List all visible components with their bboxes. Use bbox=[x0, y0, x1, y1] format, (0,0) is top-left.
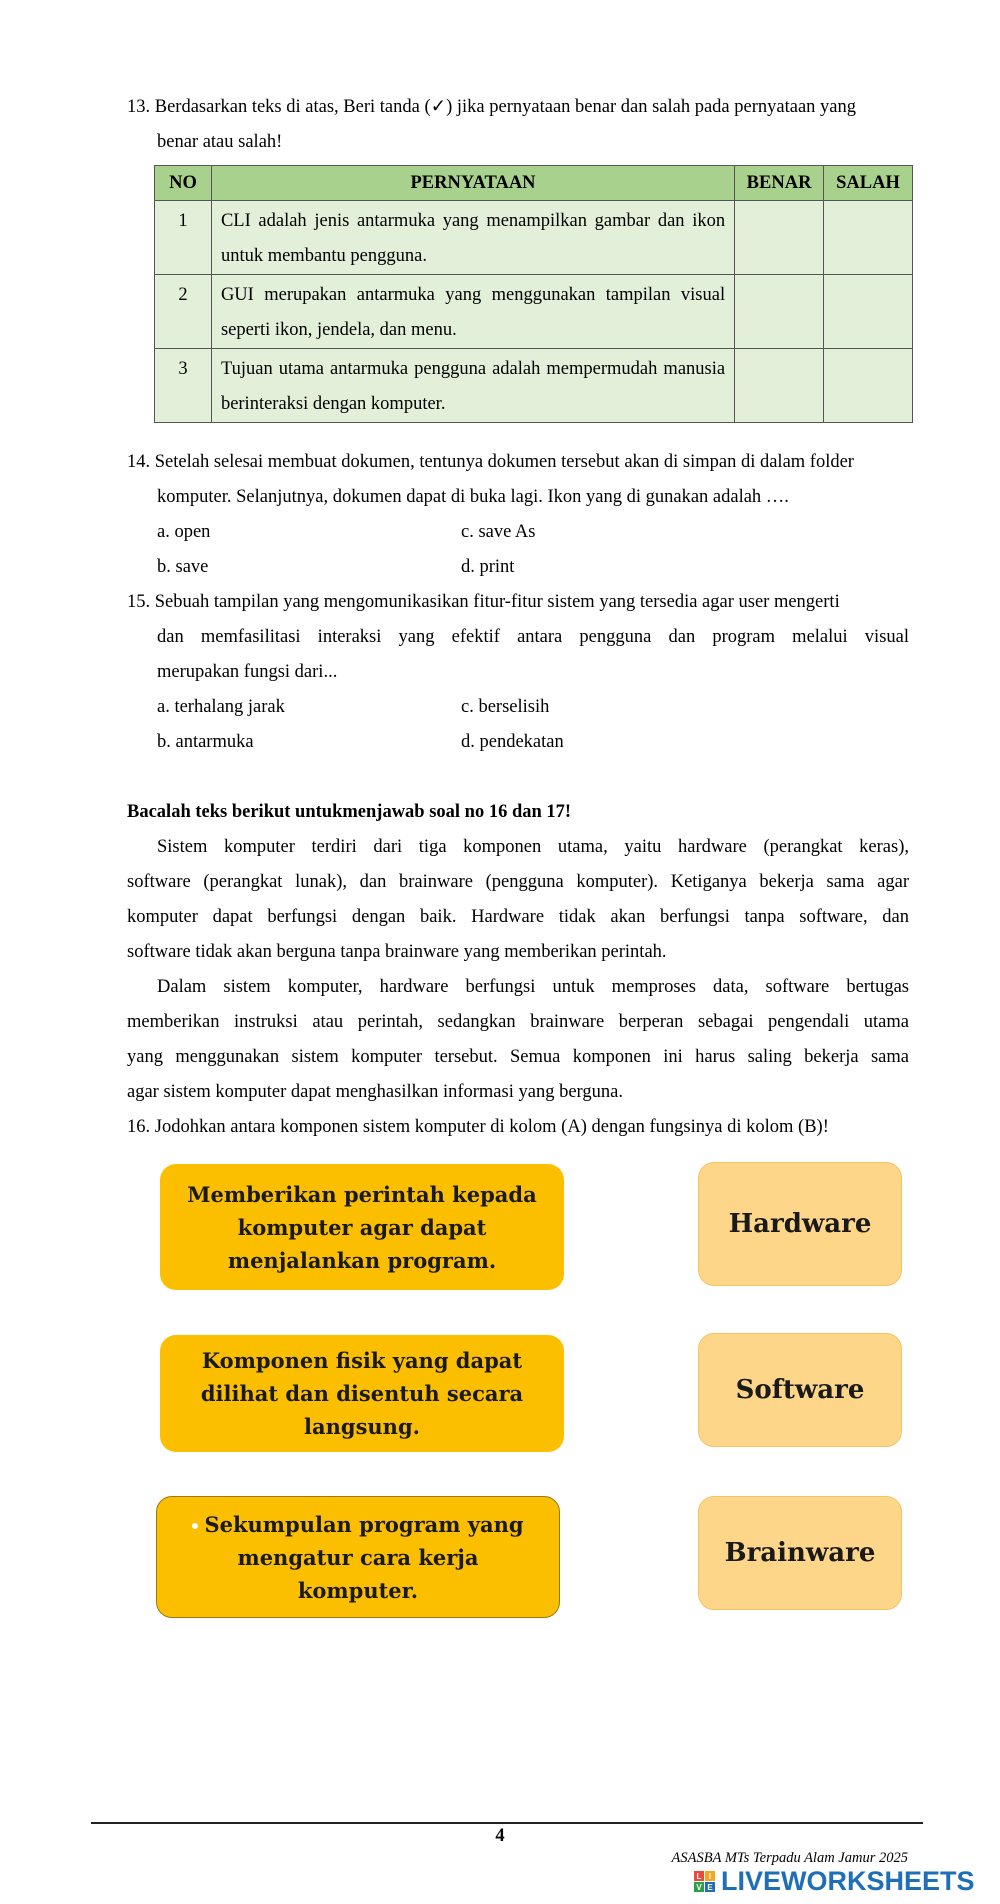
reading-p2-line-4: agar sistem komputer dapat menghasilkan informasi yang berguna. bbox=[127, 1082, 623, 1102]
salah-cell[interactable] bbox=[824, 201, 913, 275]
match-b-software[interactable]: Software bbox=[698, 1333, 902, 1447]
footer-divider bbox=[91, 1822, 923, 1824]
q15-line-1: 15. Sebuah tampilan yang mengomunikasikan fitur-fitur sistem yang tersedia agar user mengerti bbox=[127, 592, 840, 612]
q13-line-2: benar atau salah! bbox=[157, 132, 283, 152]
page-number: 4 bbox=[495, 1826, 505, 1846]
q15-option-c[interactable]: c. berselisih bbox=[461, 697, 550, 717]
benar-cell[interactable] bbox=[735, 201, 824, 275]
live-grid-icon bbox=[694, 1871, 715, 1892]
reading-p1-line-2: software (perangkat lunak), dan brainware (pengguna komputer). Ketiganya bekerja sama agar bbox=[127, 872, 909, 892]
bullet-dot-icon bbox=[192, 1523, 198, 1529]
salah-cell[interactable] bbox=[824, 275, 913, 349]
header-no: NO bbox=[155, 166, 212, 201]
reading-p2-line-3: yang menggunakan sistem komputer tersebut. Semua komponen ini harus saling bekerja sama bbox=[127, 1047, 909, 1067]
q15-option-d[interactable]: d. pendekatan bbox=[461, 732, 564, 752]
benar-cell[interactable] bbox=[735, 349, 824, 423]
q14-option-d[interactable]: d. print bbox=[461, 557, 515, 577]
reading-p2-line-2: memberikan instruksi atau perintah, sedangkan brainware berperan sebagai pengendali utama bbox=[127, 1012, 909, 1032]
q14-option-b[interactable]: b. save bbox=[157, 557, 209, 577]
match-a-text: Memberikan perintah kepada komputer agar dapat menjalankan program. bbox=[187, 1181, 537, 1273]
row-number: 3 bbox=[155, 349, 212, 423]
match-a-text-body: Sekumpulan program yang mengatur cara kerja komputer. bbox=[204, 1511, 524, 1603]
row-number: 2 bbox=[155, 275, 212, 349]
logo-wordmark: LIVEWORKSHEETS bbox=[721, 1866, 975, 1896]
logo-letter-l: L bbox=[694, 1871, 704, 1881]
header-salah: SALAH bbox=[824, 166, 913, 201]
q15-option-b[interactable]: b. antarmuka bbox=[157, 732, 254, 752]
q14-option-c[interactable]: c. save As bbox=[461, 522, 536, 542]
q16-prompt: 16. Jodohkan antara komponen sistem komputer di kolom (A) dengan fungsinya di kolom (B)! bbox=[127, 1117, 829, 1137]
row-statement: Tujuan utama antarmuka pengguna adalah mempermudah manusia berinteraksi dengan komputer. bbox=[211, 349, 734, 423]
benar-cell[interactable] bbox=[735, 275, 824, 349]
match-a-item-2[interactable] bbox=[160, 1335, 564, 1452]
q15-option-a[interactable]: a. terhalang jarak bbox=[157, 697, 285, 717]
logo-letter-i: I bbox=[705, 1871, 715, 1881]
reading-heading: Bacalah teks berikut untukmenjawab soal no 16 dan 17! bbox=[127, 802, 572, 822]
q13-line-1: 13. Berdasarkan teks di atas, Beri tanda (✓) jika pernyataan benar dan salah pada pernyataan yang bbox=[127, 97, 856, 117]
statement-table bbox=[154, 165, 913, 423]
table-row bbox=[155, 201, 913, 275]
match-b-hardware[interactable]: Hardware bbox=[698, 1162, 902, 1286]
table-row bbox=[155, 349, 913, 423]
row-statement: CLI adalah jenis antarmuka yang menampilkan gambar dan ikon untuk membantu pengguna. bbox=[211, 201, 734, 275]
salah-cell[interactable] bbox=[824, 349, 913, 423]
logo-letter-e: E bbox=[705, 1882, 715, 1892]
header-pernyataan: PERNYATAAN bbox=[211, 166, 734, 201]
table-row bbox=[155, 275, 913, 349]
match-a-item-1[interactable] bbox=[160, 1164, 564, 1290]
reading-p1-line-4: software tidak akan berguna tanpa brainware yang memberikan perintah. bbox=[127, 942, 667, 962]
q14-option-a[interactable]: a. open bbox=[157, 522, 211, 542]
match-a-text bbox=[175, 1508, 541, 1607]
reading-p1-line-3: komputer dapat berfungsi dengan baik. Hardware tidak akan berfungsi tanpa software, dan bbox=[127, 907, 909, 927]
match-a-text: Komponen fisik yang dapat dilihat dan disentuh secara langsung. bbox=[200, 1348, 524, 1439]
q14-line-2: komputer. Selanjutnya, dokumen dapat di buka lagi. Ikon yang di gunakan adalah …. bbox=[157, 487, 789, 507]
logo-letter-v: V bbox=[694, 1882, 704, 1892]
q15-line-2: dan memfasilitasi interaksi yang efektif antara pengguna dan program melalui visual bbox=[157, 627, 909, 647]
header-benar: BENAR bbox=[735, 166, 824, 201]
table-header-row bbox=[155, 166, 913, 201]
q14-line-1: 14. Setelah selesai membuat dokumen, tentunya dokumen tersebut akan di simpan di dalam folder bbox=[127, 452, 854, 472]
match-b-brainware[interactable]: Brainware bbox=[698, 1496, 902, 1610]
reading-p2-line-1: Dalam sistem komputer, hardware berfungsi untuk memproses data, software bertugas bbox=[157, 977, 909, 997]
footer-note: ASASBA MTs Terpadu Alam Jamur 2025 bbox=[671, 1850, 908, 1866]
reading-p1-line-1: Sistem komputer terdiri dari tiga komponen utama, yaitu hardware (perangkat keras), bbox=[157, 837, 909, 857]
row-statement: GUI merupakan antarmuka yang menggunakan tampilan visual seperti ikon, jendela, dan menu. bbox=[211, 275, 734, 349]
q15-line-3: merupakan fungsi dari... bbox=[157, 662, 338, 682]
match-a-item-3[interactable] bbox=[156, 1496, 560, 1618]
row-number: 1 bbox=[155, 201, 212, 275]
liveworksheets-logo[interactable] bbox=[694, 1866, 975, 1897]
